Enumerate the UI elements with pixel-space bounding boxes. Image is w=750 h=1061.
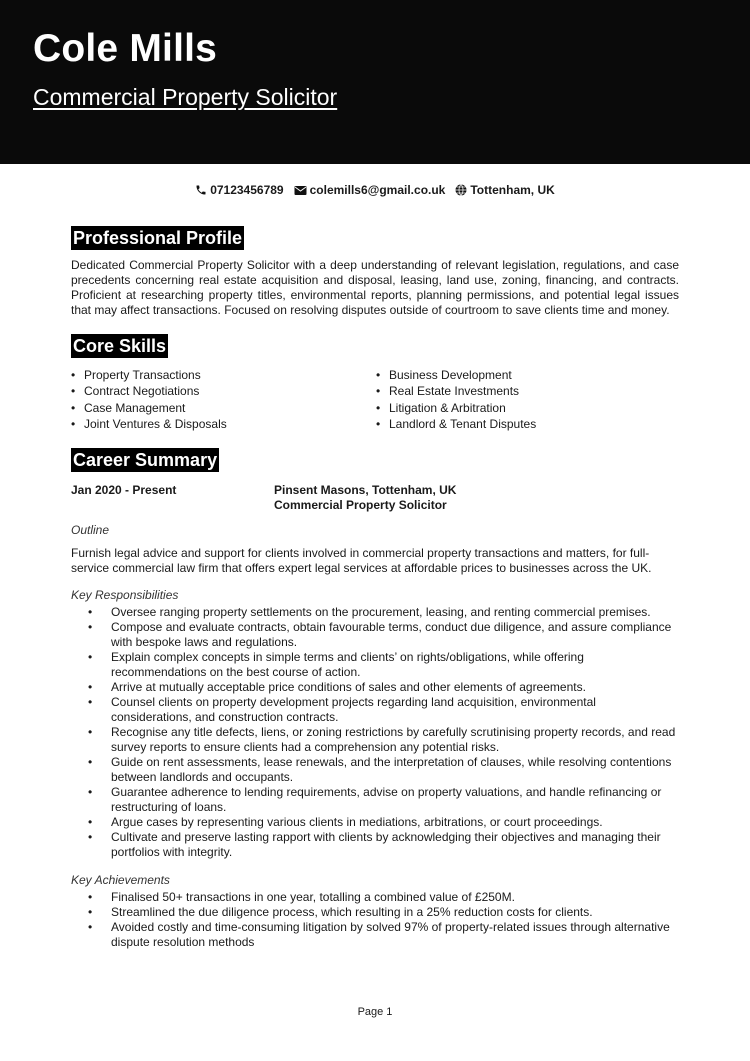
responsibility-item: • Argue cases by representing various clients in mediations, arbitrations, or court proceedings. <box>71 815 679 830</box>
outline-label: Outline <box>71 523 110 538</box>
achievement-item: • Avoided costly and time-consuming litigation by solved 97% of property-related issues through alternative dispute resolution methods <box>71 920 679 950</box>
responsibility-item: • Oversee ranging property settlements on the procurement, leasing, and renting commercial premises. <box>71 605 679 620</box>
skill-item: • Litigation & Arbitration <box>376 400 536 416</box>
globe-icon <box>455 184 467 196</box>
phone-icon <box>195 184 207 196</box>
responsibility-item: • Cultivate and preserve lasting rapport with clients by acknowledging their objectives and managing their portfolios with integrity. <box>71 830 679 860</box>
responsibilities-label: Key Responsibilities <box>71 588 179 603</box>
resume-body <box>0 226 750 950</box>
profile-section <box>71 226 679 318</box>
responsibility-item: • Compose and evaluate contracts, obtain favourable terms, conduct due diligence, and assure compliance with bespoke laws and regulations. <box>71 620 679 650</box>
envelope-icon <box>294 185 307 196</box>
profile-heading: Professional Profile <box>73 228 243 248</box>
career-section <box>71 448 679 950</box>
skills-section <box>71 334 679 432</box>
skill-item: • Property Transactions <box>71 367 376 383</box>
career-heading: Career Summary <box>73 450 218 471</box>
job-role: Commercial Property Solicitor <box>274 498 447 513</box>
skills-columns <box>71 367 679 432</box>
contact-bar <box>0 181 750 199</box>
responsibility-item: • Guarantee adherence to lending requirements, advise on property valuations, and handle refinancing or restructuring of loans. <box>71 785 679 815</box>
outline-text: Furnish legal advice and support for clients involved in commercial property transactions and matters, for full-service commercial law firm that offers expert legal services at affordable prices to businesses across the UK. <box>71 546 652 576</box>
skill-item: • Contract Negotiations <box>71 383 376 399</box>
skill-item: • Business Development <box>376 367 536 383</box>
resume-header <box>0 0 750 164</box>
contact-location <box>455 183 554 197</box>
candidate-title: Commercial Property Solicitor <box>33 84 338 110</box>
page-number: Page 1 <box>357 1006 393 1018</box>
skill-item: • Case Management <box>71 400 376 416</box>
location-text: Tottenham, UK <box>470 183 555 197</box>
job-employer-block <box>274 483 456 513</box>
responsibility-item: • Arrive at mutually acceptable price conditions of sales and other elements of agreements. <box>71 680 679 695</box>
candidate-name: Cole Mills <box>33 27 218 70</box>
skill-item: • Real Estate Investments <box>376 383 536 399</box>
skill-item: • Joint Ventures & Disposals <box>71 416 376 432</box>
email-address[interactable]: colemills6@gmail.co.uk <box>309 183 446 197</box>
job-company: Pinsent Masons, Tottenham, UK <box>274 483 457 498</box>
skill-item: • Landlord & Tenant Disputes <box>376 416 536 432</box>
skills-column-2 <box>376 367 536 432</box>
responsibility-item: • Explain complex concepts in simple terms and clients’ on rights/obligations, while offering recommendations on the best course of action. <box>71 650 679 680</box>
responsibility-item: • Guide on rent assessments, lease renewals, and the interpretation of clauses, while resolving contentions between landlords and occupants. <box>71 755 679 785</box>
skills-heading: Core Skills <box>73 336 167 356</box>
achievements-label: Key Achievements <box>71 873 170 888</box>
responsibilities-list <box>71 605 679 860</box>
responsibility-item: • Counsel clients on property development projects regarding land acquisition, environmental considerations, and construction contracts. <box>71 695 679 725</box>
contact-email <box>294 183 446 197</box>
achievement-item: • Finalised 50+ transactions in one year, totalling a combined value of £250M. <box>71 890 679 905</box>
skills-column-1 <box>71 367 376 432</box>
phone-number[interactable]: 07123456789 <box>210 183 284 197</box>
responsibility-item: • Recognise any title defects, liens, or zoning restrictions by carefully scrutinising property records, and read survey reports to ensure clients had a comprehension any potential risks. <box>71 725 679 755</box>
profile-text: Dedicated Commercial Property Solicitor with a deep understanding of relevant legislation, regulations, and case precedents concerning real estate acquisition and disposal, leasing, land use, zoning, financing, and contracts. Proficient at researching property titles, environmental reports, planning permissions, and potential legal issues that may affect transactions. Focused on resolving disputes outside of courtroom to save clients time and money. <box>71 258 679 317</box>
achievements-list <box>71 890 679 950</box>
contact-phone <box>195 183 283 197</box>
job-header <box>71 483 679 513</box>
achievement-item: • Streamlined the due diligence process, which resulting in a 25% reduction costs for clients. <box>71 905 679 920</box>
job-dates: Jan 2020 - Present <box>71 483 177 498</box>
